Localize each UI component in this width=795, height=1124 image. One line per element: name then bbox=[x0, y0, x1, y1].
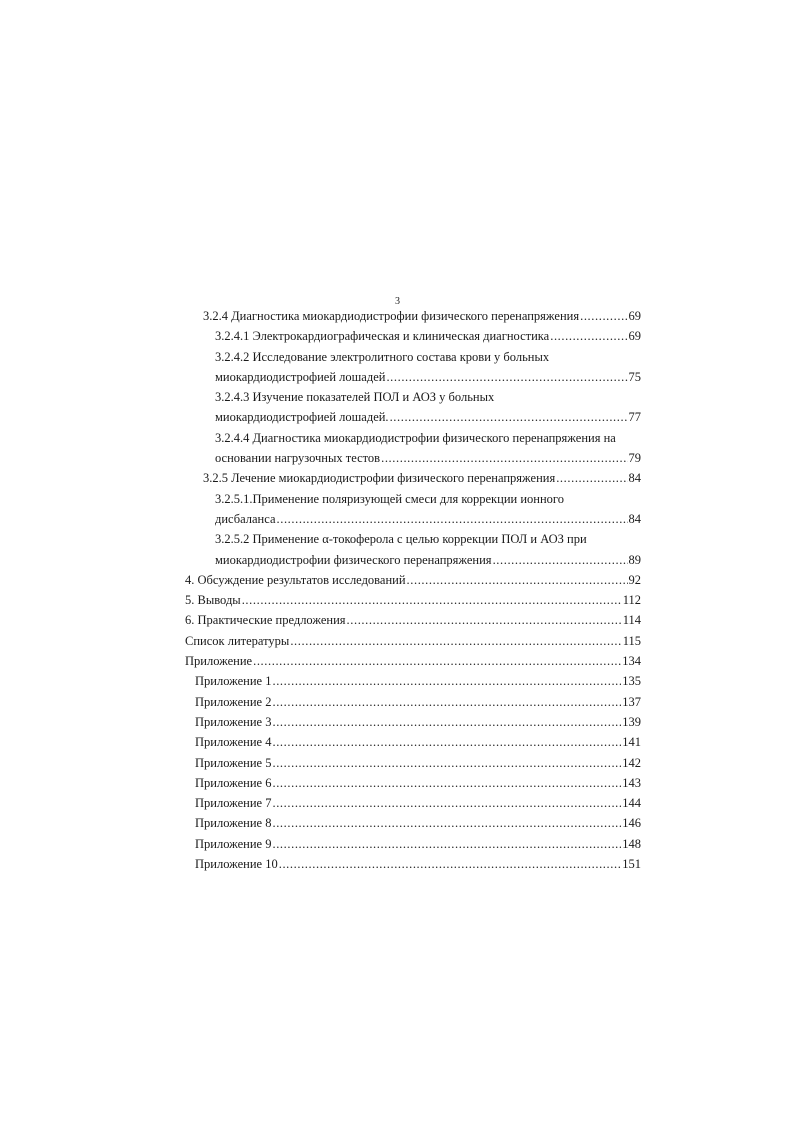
toc-page-number: 114 bbox=[622, 613, 641, 628]
toc-entry-title: 3.2.4 Диагностика миокардиодистрофии физического перенапряжения bbox=[203, 309, 580, 323]
page-number: 3 bbox=[395, 296, 400, 307]
toc-entry-title: Приложение bbox=[185, 654, 253, 669]
toc-leader-dots bbox=[556, 468, 627, 488]
toc-leader-dots bbox=[272, 834, 621, 854]
toc-entry-title: Приложение 1 bbox=[195, 674, 272, 689]
toc-entry-appendix-5[interactable] bbox=[185, 753, 641, 773]
toc-page-number: 135 bbox=[622, 674, 641, 689]
toc-leader-dots bbox=[407, 570, 628, 590]
toc-entry-appendix-1[interactable] bbox=[185, 671, 641, 691]
toc-entry-title: Приложение 5 bbox=[195, 755, 272, 770]
toc-entry-appendix-8[interactable] bbox=[185, 813, 641, 833]
toc-page-number: 144 bbox=[622, 796, 641, 811]
toc-entry-title-line1: 3.2.5.2 Применение α-токоферола с целью коррекции ПОЛ и АОЗ при bbox=[215, 532, 587, 547]
toc-entry-title: Список литературы bbox=[185, 633, 290, 648]
toc-page-number: 148 bbox=[622, 836, 641, 851]
toc-entry-title-line1: 3.2.4.2 Исследование электролитного состава крови у больных bbox=[215, 349, 550, 364]
toc-entry-3-2-4-2[interactable] bbox=[185, 347, 641, 388]
toc-page-number: 75 bbox=[628, 369, 641, 384]
toc-entry-appendix-6[interactable] bbox=[185, 773, 641, 793]
toc-page-number: 84 bbox=[628, 471, 641, 486]
toc-entry-3-2-5[interactable] bbox=[185, 468, 641, 488]
toc-entry-title-line1: 3.2.4.3 Изучение показателей ПОЛ и АОЗ у больных bbox=[215, 390, 495, 405]
toc-page-number: 146 bbox=[622, 816, 641, 831]
toc-page-number: 89 bbox=[628, 552, 641, 567]
toc-entry-appendix-10[interactable] bbox=[185, 854, 641, 874]
toc-page-number: 134 bbox=[622, 654, 641, 669]
toc-page-number: 115 bbox=[622, 633, 641, 648]
toc-entry-appendix-3[interactable] bbox=[185, 712, 641, 732]
toc-leader-dots bbox=[272, 712, 621, 732]
toc-leader-dots bbox=[550, 326, 627, 346]
toc-page-number: 69 bbox=[628, 329, 641, 344]
toc-entry-title: Приложение 2 bbox=[195, 694, 272, 709]
toc-entry-title-line1: 3.2.5.1.Применение поляризующей смеси для коррекции ионного bbox=[215, 491, 564, 506]
toc-leader-dots bbox=[277, 509, 628, 529]
toc-page-number: 142 bbox=[622, 755, 641, 770]
toc-leader-dots bbox=[493, 550, 628, 570]
toc-leader-dots bbox=[290, 631, 621, 651]
toc-page-number: 92 bbox=[628, 572, 641, 587]
toc-entry-title-line2: миокардиодистрофии физического перенапряжения bbox=[215, 552, 492, 567]
toc-page-number: 77 bbox=[628, 410, 641, 425]
toc-entry-3-2-4-4[interactable] bbox=[185, 428, 641, 469]
toc-entry-3-2-5-2[interactable] bbox=[185, 529, 641, 570]
toc-entry-title: Приложение 8 bbox=[195, 816, 272, 831]
toc-entry-title-line2: дисбаланса bbox=[215, 511, 276, 526]
toc-page-number: 69 bbox=[628, 309, 641, 323]
toc-entry-appendix-9[interactable] bbox=[185, 834, 641, 854]
toc-leader-dots bbox=[272, 753, 621, 773]
toc-entry-4[interactable] bbox=[185, 570, 641, 590]
toc-page-number: 139 bbox=[622, 714, 641, 729]
toc-entry-title: Приложение 6 bbox=[195, 775, 272, 790]
toc-entry-title: Приложение 9 bbox=[195, 836, 272, 851]
toc-entry-references[interactable] bbox=[185, 631, 641, 651]
toc-entry-6[interactable] bbox=[185, 610, 641, 630]
toc-entry-appendix-4[interactable] bbox=[185, 732, 641, 752]
toc-entry-title: 6. Практические предложения bbox=[185, 613, 346, 628]
toc-leader-dots bbox=[386, 367, 627, 387]
toc-leader-dots bbox=[390, 407, 628, 427]
toc-leader-dots bbox=[272, 671, 621, 691]
toc-leader-dots bbox=[580, 306, 627, 326]
toc-leader-dots bbox=[272, 793, 621, 813]
toc-entry-title: 3.2.4.1 Электрокардиографическая и клиническая диагностика bbox=[215, 329, 550, 344]
toc-page-number: 143 bbox=[622, 775, 641, 790]
toc-entry-title-line2: миокардиодистрофией лошадей bbox=[215, 369, 386, 384]
toc-entry-3-2-4-3[interactable] bbox=[185, 387, 641, 428]
toc-entry-title: Приложение 10 bbox=[195, 857, 278, 872]
toc-leader-dots bbox=[253, 651, 621, 671]
toc-entry-title: Приложение 4 bbox=[195, 735, 272, 750]
toc-entry-title-line2: миокардиодистрофией лошадей. bbox=[215, 410, 389, 425]
toc-entry-appendix-2[interactable] bbox=[185, 692, 641, 712]
toc-entry-title: 5. Выводы bbox=[185, 593, 241, 608]
toc-leader-dots bbox=[272, 692, 621, 712]
toc-entry-appendix-7[interactable] bbox=[185, 793, 641, 813]
toc-entry-3-2-4[interactable] bbox=[185, 306, 641, 326]
toc-page-number: 84 bbox=[628, 511, 641, 526]
toc-page-number: 79 bbox=[628, 451, 641, 466]
toc-entry-title: 3.2.5 Лечение миокардиодистрофии физического перенапряжения bbox=[203, 471, 556, 486]
toc-leader-dots bbox=[272, 732, 621, 752]
toc-entry-title: Приложение 3 bbox=[195, 714, 272, 729]
toc-leader-dots bbox=[347, 610, 622, 630]
toc-leader-dots bbox=[242, 590, 622, 610]
toc-entry-3-2-5-1[interactable] bbox=[185, 489, 641, 530]
toc-leader-dots bbox=[381, 448, 627, 468]
toc-leader-dots bbox=[279, 854, 622, 874]
toc-page-number: 141 bbox=[622, 735, 641, 750]
toc-entry-title-line2: основании нагрузочных тестов bbox=[215, 451, 381, 466]
table-of-contents bbox=[185, 306, 641, 874]
toc-page-number: 112 bbox=[622, 593, 641, 608]
toc-leader-dots bbox=[272, 773, 621, 793]
toc-entry-appendix[interactable] bbox=[185, 651, 641, 671]
toc-entry-3-2-4-1[interactable] bbox=[185, 326, 641, 346]
toc-entry-5[interactable] bbox=[185, 590, 641, 610]
toc-leader-dots bbox=[272, 813, 621, 833]
toc-page-number: 151 bbox=[622, 857, 641, 872]
toc-page-number: 137 bbox=[622, 694, 641, 709]
toc-entry-title: 4. Обсуждение результатов исследований bbox=[185, 572, 406, 587]
toc-entry-title-line1: 3.2.4.4 Диагностика миокардиодистрофии физического перенапряжения на bbox=[215, 430, 616, 445]
toc-entry-title: Приложение 7 bbox=[195, 796, 272, 811]
